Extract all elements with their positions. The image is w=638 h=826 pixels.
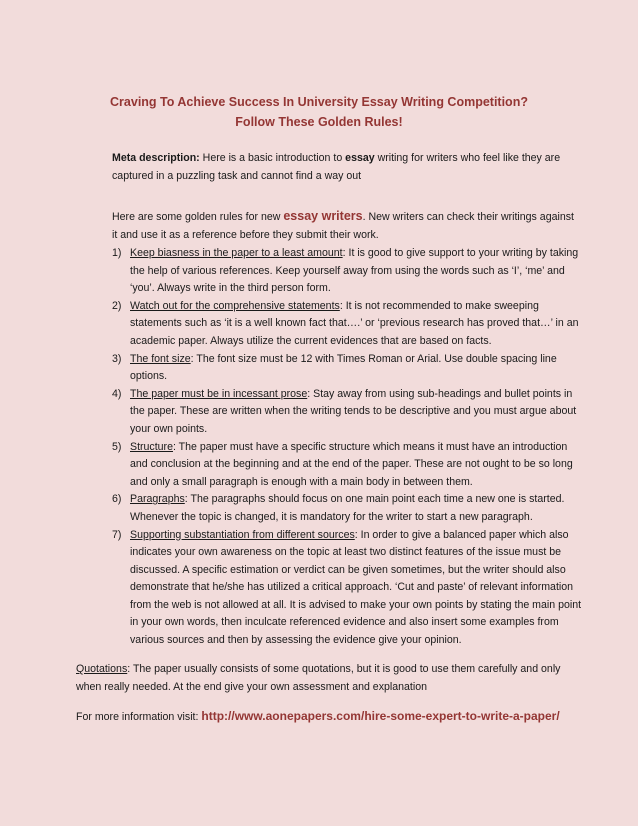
meta-text-after: writing for writers who feel like they are captured in a puzzling task and cannot find a way out [112,152,561,182]
rule-number: 7) [112,528,122,541]
more-info-link[interactable]: http://www.aonepapers.com/hire-some-expert-to-write-a-paper/ [201,709,560,723]
rule-heading: Structure [130,440,173,453]
rule-item [112,245,582,298]
rule-heading: The font size [130,352,191,365]
intro-paragraph [112,208,582,244]
rule-number: 5) [112,440,122,453]
rule-number: 4) [112,387,122,400]
meta-description [112,150,582,185]
rule-text: : Stay away from using sub-headings and bullet points in the paper. These are written when the writing tends to be descriptive and you must argue about your own points. [130,387,577,435]
title-line-1: Craving To Achieve Success In University Essay Writing Competition? [110,95,528,109]
more-info-line [76,707,596,726]
rule-heading: Keep biasness in the paper to a least amount [130,247,343,259]
rule-item [112,527,582,650]
rule-number: 3) [112,352,122,365]
more-info-label: For more information visit: [76,711,202,723]
rule-item [112,386,582,439]
meta-text-before: Here is a basic introduction to [199,152,346,164]
page-title [0,92,638,132]
rule-text: : It is good to give support to your writing by taking the help of various references. Keep yourself away from using the words such as ‘I’, ‘me’ and ‘you’. Always write in the third person form. [130,247,579,295]
title-line-2: Follow These Golden Rules! [235,115,403,129]
rule-number: 6) [112,493,122,506]
quotations-paragraph [76,660,576,696]
rule-item [112,491,582,526]
rule-heading: Paragraphs [130,493,185,506]
rule-heading: Supporting substantiation from different sources [130,528,355,541]
rule-item [112,439,582,492]
rule-heading: Watch out for the comprehensive statements [130,299,340,312]
intro-text-before: Here are some golden rules for new [112,211,284,223]
rule-heading: The paper must be in incessant prose [130,387,308,400]
rule-text: : It is not recommended to make sweeping statements such as ‘it is a well known fact that….’ or ‘previous research has proved that…’ in an academic paper. Always utilize the current evidences that are based on facts. [130,299,579,347]
rule-item [112,298,582,351]
intro-highlight: essay writers [283,209,363,223]
quotations-text: : The paper usually consists of some quotations, but it is good to use them carefully and only when really needed. At the end give your own assessment and explanation [76,663,561,693]
intro-text-after: . New writers can check their writings against it and use it as a reference before they submit their work. [112,211,574,241]
rule-text: : In order to give a balanced paper which also indicates your own awareness on the topic at least two distinct features of the issue must be discussed. A specific estimation or verdict can be given sometimes, but the writer should also demonstrate that he/she has utilized a critical approach. ‘Cut and paste’ of relevant information from the web is not allowed at all. It is advised to make your own points by stating the main point in your own words, then inculcate referenced evidence and also insert some examples from various sources and then by assessing the evidence give your opinion. [130,528,582,647]
rule-text: : The paper must have a specific structure which means it must have an introduction and conclusion at the beginning and at the end of the paper. These are not ought to be so long and only a small paragraph is enough with a main body in between them. [130,440,573,488]
rule-number: 2) [112,299,122,312]
quotations-label: Quotations [76,663,128,675]
rule-number: 1) [112,247,122,259]
meta-keyword: essay [345,152,375,164]
meta-label: Meta description: [112,152,200,164]
rule-text: : The font size must be 12 with Times Roman or Arial. Use double spacing line options. [130,352,557,383]
rule-text: : The paragraphs should focus on one main point each time a new one is started. Whenever the topic is changed, it is mandatory for the writer to start a new paragraph. [130,493,565,523]
rule-item [112,351,582,386]
golden-rules-list [112,245,582,650]
